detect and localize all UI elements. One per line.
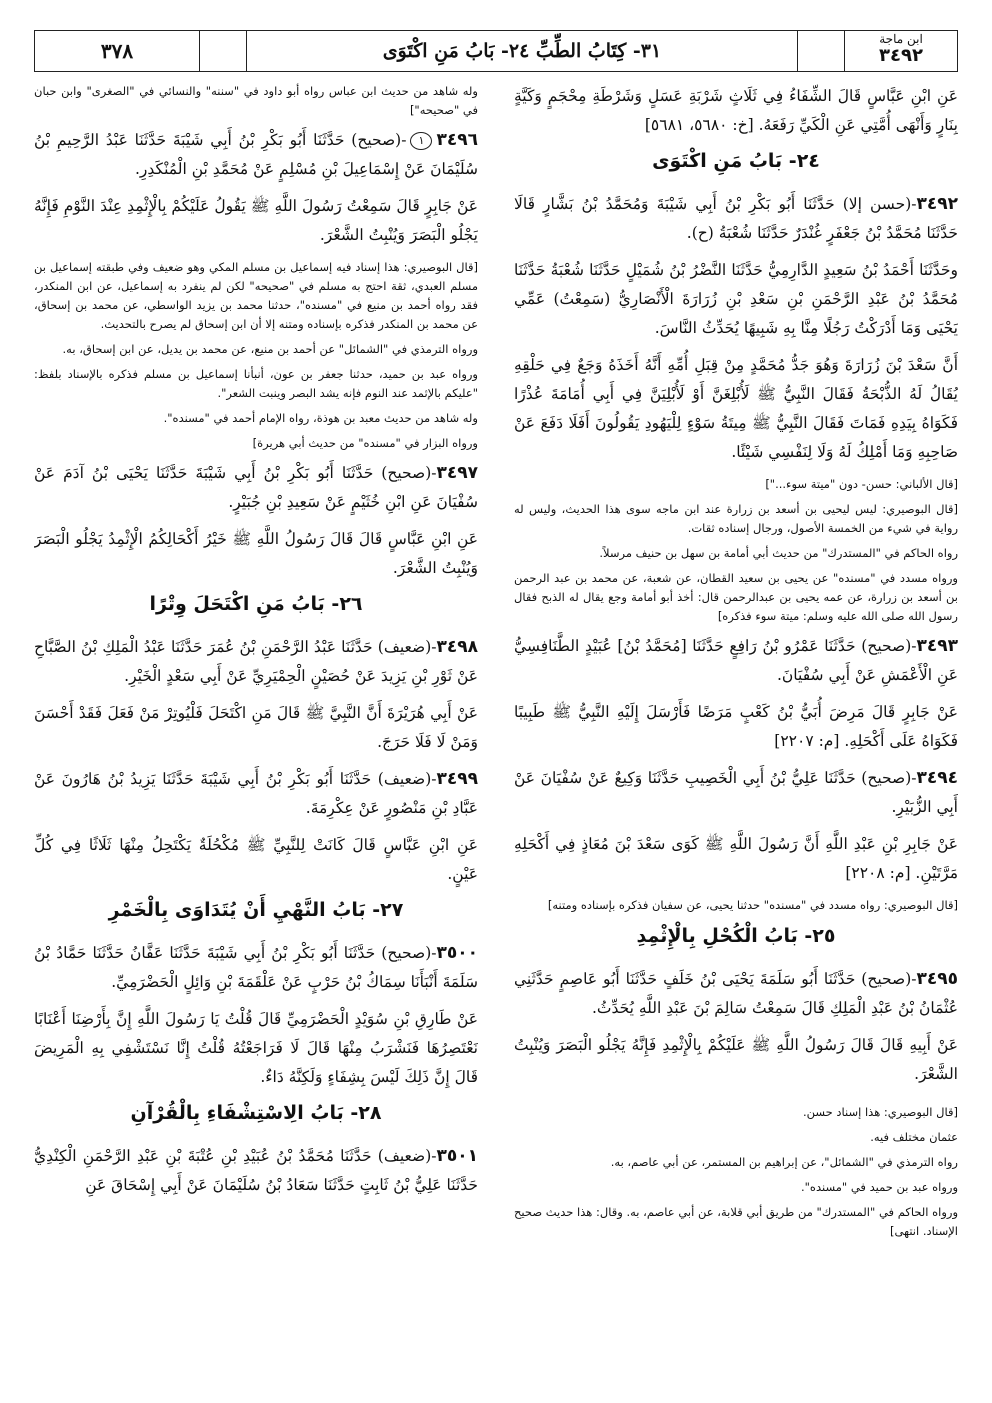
page-number: ٣٧٨ <box>100 39 134 63</box>
chapter-heading: ٢٥- بَابُ الْكُحْلِ بِالْإِثْمِدِ <box>636 925 836 947</box>
source-book-name: ابن ماجة <box>879 31 923 46</box>
hadith-number: ٣٤٩٦ <box>436 130 478 150</box>
hadith-isnad: -(ضعيف) حَدَّثَنَا مُحَمَّدُ بْنُ عُبَيْدِ بْنِ عُتْبَةَ بْنِ عَبْدِ الرَّحْمَنِ الْكِنْدِيُّ حَدَّثَنَا عَلِيُّ بْنُ ثَابِتٍ حَدَّثَنَا سَعَادُ بْنُ سُلَيْمَانَ عَنْ أَبِي إِسْحَاقَ عَنِ <box>34 1147 478 1194</box>
running-title: ٣١- كِتَابُ الطِّبِّ ٢٤- بَابُ مَنِ اكْتَوَى <box>246 31 797 71</box>
footnote: ورواه الترمذي في "الشمائل" عن أحمد بن منيع، عن محمد بن يديل، عن ابن إسحاق، به. <box>62 342 478 356</box>
footnote: وله شاهد من حديث ابن عباس رواه أبو داود في "سننه" والنسائي في "الصغرى" وابن حبان في "صحيحه"] <box>34 84 478 117</box>
hadith-number: ٣٤٩٨ <box>436 637 478 657</box>
page-header <box>34 30 958 72</box>
hadith-matn: عَنْ جَابِرٍ قَالَ مَرِضَ أُبَيُّ بْنُ كَعْبٍ مَرَضًا فَأَرْسَلَ إِلَيْهِ النَّبِيُّ ﷺ طَبِيبًا فَكَوَاهُ عَلَى أَكْحَلِهِ. [م: ٢٢٠٧] <box>514 703 958 750</box>
header-spacer <box>797 31 844 71</box>
footnote: [قال البوصيري: ليس ليحيى بن أسعد بن زرارة عند ابن ماجه سوى هذا الحديث، وليس له رواية في شيء من الخمسة الأصول، ورجال إسناده ثقات. <box>514 502 958 535</box>
hadith-3492 <box>514 190 958 248</box>
hadith-isnad: -(ضعيف) حَدَّثَنَا أَبُو بَكْرِ بْنُ أَبِي شَيْبَةَ حَدَّثَنَا يَزِيدُ بْنُ هَارُونَ عَنْ عَبَّادِ بْنِ مَنْصُورٍ عَنْ عِكْرِمَةَ. <box>34 770 478 817</box>
hadith-3496 <box>34 126 478 184</box>
hadith-3494 <box>514 764 958 822</box>
hadith-number: ٣٤٩٣ <box>916 636 958 656</box>
book-page <box>34 30 958 1380</box>
hadith-isnad: -(صحيح) حَدَّثَنَا أَبُو بَكْرِ بْنُ أَبِي شَيْبَةَ حَدَّثَنَا عَفَّانُ حَدَّثَنَا حَمَّادُ بْنُ سَلَمَةَ أَنْبَأَنَا سِمَاكُ بْنُ حَرْبٍ عَنْ عَلْقَمَةَ بْنِ وَائِلٍ الْحَضْرَمِيِّ. <box>34 944 478 991</box>
hadith-isnad: -(صحيح) حَدَّثَنَا عَلِيُّ بْنُ أَبِي الْخَصِيبِ حَدَّثَنَا وَكِيعٌ عَنْ سُفْيَانَ عَنْ أَبِي الزُّبَيْرِ. <box>514 769 958 816</box>
footnote: ورواه عبد بن حميد في "مسنده". <box>800 1180 958 1194</box>
footnote: [قال البوصيري: رواه مسدد في "مسنده" حدثنا يحيى، عن سفيان فذكره بإسناده ومتنه] <box>547 898 958 912</box>
hadith-3493 <box>514 632 958 690</box>
footnote: ورواه عبد بن حميد، حدثنا جعفر بن عون، أنبأنا إسماعيل بن مسلم فذكره بالإسناد بلفظ: "عليكم بالإثمد عند النوم فإنه يشد البصر وينبت الشعر". <box>34 367 478 400</box>
hadith-3495 <box>514 965 958 1023</box>
footnote: عثمان مختلف فيه. <box>870 1130 958 1144</box>
hadith-isnad: -(حسن إلا) حَدَّثَنَا أَبُو بَكْرِ بْنُ أَبِي شَيْبَةَ وَمُحَمَّدُ بْنُ بَشَّارٍ قَالَا حَدَّثَنَا مُحَمَّدُ بْنُ جَعْفَرٍ غُنْدَرٌ حَدَّثَنَا شُعْبَةُ (ح). <box>514 195 958 242</box>
hadith-number: ٣٥٠١ <box>436 1146 478 1166</box>
hadith-matn: عَنِ ابْنِ عَبَّاسٍ قَالَ قَالَ رَسُولُ اللَّهِ ﷺ خَيْرُ أَكْحَالِكُمُ الْإِثْمِدُ يَجْلُو الْبَصَرَ وَيُنْبِتُ الشَّعْرَ. <box>34 530 478 577</box>
hadith-matn: عَنْ جَابِرٍ قَالَ سَمِعْتُ رَسُولَ اللَّهِ ﷺ يَقُولُ عَلَيْكُمْ بِالْإِثْمِدِ عِنْدَ النَّوْمِ فَإِنَّهُ يَجْلُو الْبَصَرَ وَيُنْبِتُ الشَّعْرَ. <box>34 197 478 244</box>
margin-marker-circle: ١ <box>410 132 432 150</box>
hadith-isnad: وحَدَّثَنَا أَحْمَدُ بْنُ سَعِيدٍ الدَّارِمِيُّ حَدَّثَنَا النَّضْرُ بْنُ شُمَيْلٍ حَدَّثَنَا شُعْبَةُ حَدَّثَنَا مُحَمَّدُ بْنُ عَبْدِ الرَّحْمَنِ بْنِ سَعْدِ بْنِ زُرَارَةَ الْأَنْصَارِيُّ (سَمِعْتُ) عَمِّي يَحْيَى وَمَا أَدْرَكْتُ رَجُلًا مِنَّا بِهِ شَبِيهًا يُحَدِّثُ النَّاسَ. <box>514 261 958 337</box>
hadith-isnad: -(صحيح) حَدَّثَنَا أَبُو بَكْرِ بْنُ أَبِي شَيْبَةَ حَدَّثَنَا عَبْدُ الرَّحِيمِ بْنُ سُلَيْمَانَ عَنْ إِسْمَاعِيلَ بْنِ مُسْلِمٍ عَنْ مُحَمَّدِ بْنِ الْمُنْكَدِرِ. <box>34 131 478 178</box>
hadith-matn: أَنَّ سَعْدَ بْنَ زُرَارَةَ وَهُوَ جَدُّ مُحَمَّدٍ مِنْ قِبَلِ أُمِّهِ أَنَّهُ أَخَذَهُ وَجَعٌ فِي حَلْقِهِ يُقَالُ لَهُ الذُّبْحَةُ فَقَالَ النَّبِيُّ ﷺ لَأُبْلِغَنَّ أَوْ لَأُبْلِيَنَّ فِي أَبِي أُمَامَةَ عُذْرًا فَكَوَاهُ بِيَدِهِ فَمَاتَ فَقَالَ النَّبِيُّ ﷺ مِيتَةُ سَوْءٍ لِلْيَهُودِ يَقُولُونَ أَفَلَا دَفَعَ عَنْ صَاحِبِهِ وَمَا أَمْلِكُ لَهُ وَلَا لِنَفْسِي شَيْئًا. <box>514 356 958 461</box>
source-hadith-number: ٣٤٩٢ <box>879 44 923 66</box>
footnote: [قال الألباني: حسن- دون "ميتة سوء..."] <box>765 477 958 491</box>
hadith-text: عَنِ ابْنِ عَبَّاسٍ قَالَ الشِّفَاءُ فِي ثَلَاثٍ شَرْبَةِ عَسَلٍ وَشَرْطَةِ مِحْجَمٍ وَكَيَّةٍ بِنَارٍ وَأَنْهَى أُمَّتِي عَنِ الْكَيِّ رَفَعَهُ. [خ: ٥٦٨٠، ٥٦٨١] <box>514 87 958 134</box>
hadith-number: ٣٤٩٧ <box>436 463 478 483</box>
chapter-heading: ٢٦- بَابُ مَنِ اكْتَحَلَ وِتْرًا <box>149 593 363 615</box>
hadith-number: ٣٤٩٩ <box>436 769 478 789</box>
hadith-matn: عَنْ جَابِرِ بْنِ عَبْدِ اللَّهِ أَنَّ رَسُولَ اللَّهِ ﷺ كَوَى سَعْدَ بْنَ مُعَاذٍ فِي أَكْحَلِهِ مَرَّتَيْنِ. [م: ٢٢٠٨] <box>514 835 958 882</box>
header-spacer-2 <box>199 31 246 71</box>
footnote: ورواه البزار في "مسنده" من حديث أبي هريرة] <box>252 436 478 450</box>
hadith-isnad: -(صحيح) حَدَّثَنَا أَبُو بَكْرِ بْنُ أَبِي شَيْبَةَ حَدَّثَنَا يَحْيَى بْنُ آدَمَ عَنْ سُفْيَانَ عَنِ ابْنِ خُثَيْمٍ عَنْ سَعِيدِ بْنِ جُبَيْرٍ. <box>34 464 478 511</box>
hadith-number: ٣٤٩٥ <box>916 969 958 989</box>
left-column <box>34 82 478 1372</box>
source-reference <box>844 31 957 71</box>
hadith-isnad: -(ضعيف) حَدَّثَنَا عَبْدُ الرَّحْمَنِ بْنُ عُمَرَ حَدَّثَنَا عَبْدُ الْمَلِكِ بْنُ الصَّبَّاحِ عَنْ ثَوْرِ بْنِ يَزِيدَ عَنْ حُصَيْنٍ الْحِمْيَرِيِّ عَنْ أَبِي سَعْدٍ الْخَيْرِ. <box>34 638 478 685</box>
footnote: رواه الحاكم في "المستدرك" من حديث أبي أمامة بن سهل بن حنيف مرسلاً. <box>599 546 958 560</box>
hadith-number: ٣٥٠٠ <box>436 943 478 963</box>
hadith-matn: عَنِ ابْنِ عَبَّاسٍ قَالَ كَانَتْ لِلنَّبِيِّ ﷺ مُكْحُلَةٌ يَكْتَحِلُ مِنْهَا ثَلَاثًا فِي كُلِّ عَيْنٍ. <box>34 836 478 883</box>
hadith-3498 <box>34 633 478 691</box>
hadith-3497 <box>34 459 478 517</box>
right-column <box>514 82 958 1372</box>
chapter-heading: ٢٤- بَابُ مَنِ اكْتَوَى <box>652 150 820 172</box>
footnote: ورواه مسدد في "مسنده" عن يحيى بن سعيد القطان، عن شعبة، عن محمد بن عبد الرحمن بن أسعد بن زرارة، عن عمه يحيى بن عبدالرحمن قال: أخذ أبو أمامة وجع يقال له الذبح فقال رسول الله صلى الله عليه وسلم: ميتة سوء فذكره] <box>514 571 958 623</box>
chapter-heading: ٢٧- بَابُ النَّهْيِ أَنْ يُتَدَاوَى بِالْخَمْرِ <box>108 899 404 921</box>
footnote: ورواه الحاكم في "المستدرك" من طريق أبي قلابة، عن أبي عاصم، به. وقال: هذا حديث صحيح الإسناد. انتهى] <box>514 1205 958 1238</box>
footnote: وله شاهد من حديث معبد بن هوذة، رواه الإمام أحمد في "مسنده". <box>163 411 478 425</box>
footnote: [قال البوصيري: هذا إسناد حسن. <box>802 1105 958 1119</box>
chapter-heading: ٢٨- بَابُ الِاسْتِشْفَاءِ بِالْقُرْآنِ <box>130 1102 382 1124</box>
hadith-number: ٣٤٩٢ <box>916 194 958 214</box>
hadith-3499 <box>34 765 478 823</box>
hadith-isnad: -(صحيح) حَدَّثَنَا أَبُو سَلَمَةَ يَحْيَى بْنُ خَلَفٍ حَدَّثَنَا أَبُو عَاصِمٍ حَدَّثَنِي عُثْمَانُ بْنُ عَبْدِ الْمَلِكِ قَالَ سَمِعْتُ سَالِمَ بْنَ عَبْدِ اللَّهِ يُحَدِّثُ. <box>514 970 958 1017</box>
footnote: رواه الترمذي في "الشمائل"، عن إبراهيم بن المستمر، عن أبي عاصم، به. <box>610 1155 958 1169</box>
hadith-matn: عَنْ أَبِي هُرَيْرَةَ أَنَّ النَّبِيَّ ﷺ قَالَ مَنِ اكْتَحَلَ فَلْيُوتِرْ مَنْ فَعَلَ فَقَدْ أَحْسَنَ وَمَنْ لَا فَلَا حَرَجَ. <box>34 704 478 751</box>
hadith-matn: عَنْ طَارِقِ بْنِ سُوَيْدٍ الْحَضْرَمِيِّ قَالَ قُلْتُ يَا رَسُولَ اللَّهِ إِنَّ بِأَرْضِنَا أَعْنَابًا نَعْتَصِرُهَا فَنَشْرَبُ مِنْهَا قَالَ لَا فَرَاجَعْتُهُ قُلْتُ إِنَّا نَسْتَشْفِي بِهِ الْمَرِيضَ قَالَ إِنَّ ذَلِكَ لَيْسَ بِشِفَاءٍ وَلَكِنَّهُ دَاءٌ. <box>34 1010 478 1086</box>
hadith-matn: عَنْ أَبِيهِ قَالَ قَالَ رَسُولُ اللَّهِ ﷺ عَلَيْكُمْ بِالْإِثْمِدِ فَإِنَّهُ يَجْلُو الْبَصَرَ وَيُنْبِتُ الشَّعْرَ. <box>514 1036 958 1083</box>
hadith-3501 <box>34 1142 478 1200</box>
hadith-3500 <box>34 939 478 997</box>
hadith-number: ٣٤٩٤ <box>916 768 958 788</box>
hadith-isnad: -(صحيح) حَدَّثَنَا عَمْرُو بْنُ رَافِعٍ حَدَّثَنَا [مُحَمَّدُ بْنُ] عُبَيْدٍ الطَّنَافِسِيُّ عَنِ الْأَعْمَشِ عَنْ أَبِي سُفْيَانَ. <box>514 637 958 684</box>
footnote: [قال البوصيري: هذا إسناد فيه إسماعيل بن مسلم المكي وهو ضعيف وفي طبقته إسماعيل بن مسلم العبدي، ثقة احتج به مسلم في "صحيحه" لكن لم ينفرد به إسماعيل، عن ابن المنكدر، فقد رواه أحمد بن منيع في "مسنده"، حدثنا محمد بن يزيد الواسطي، عن محمد بن إسحاق، عن محمد بن المنكدر فذكره بإسناده ومتنه إلا أن ابن إسحاق لم يصرح بالتحديث. <box>34 260 478 331</box>
